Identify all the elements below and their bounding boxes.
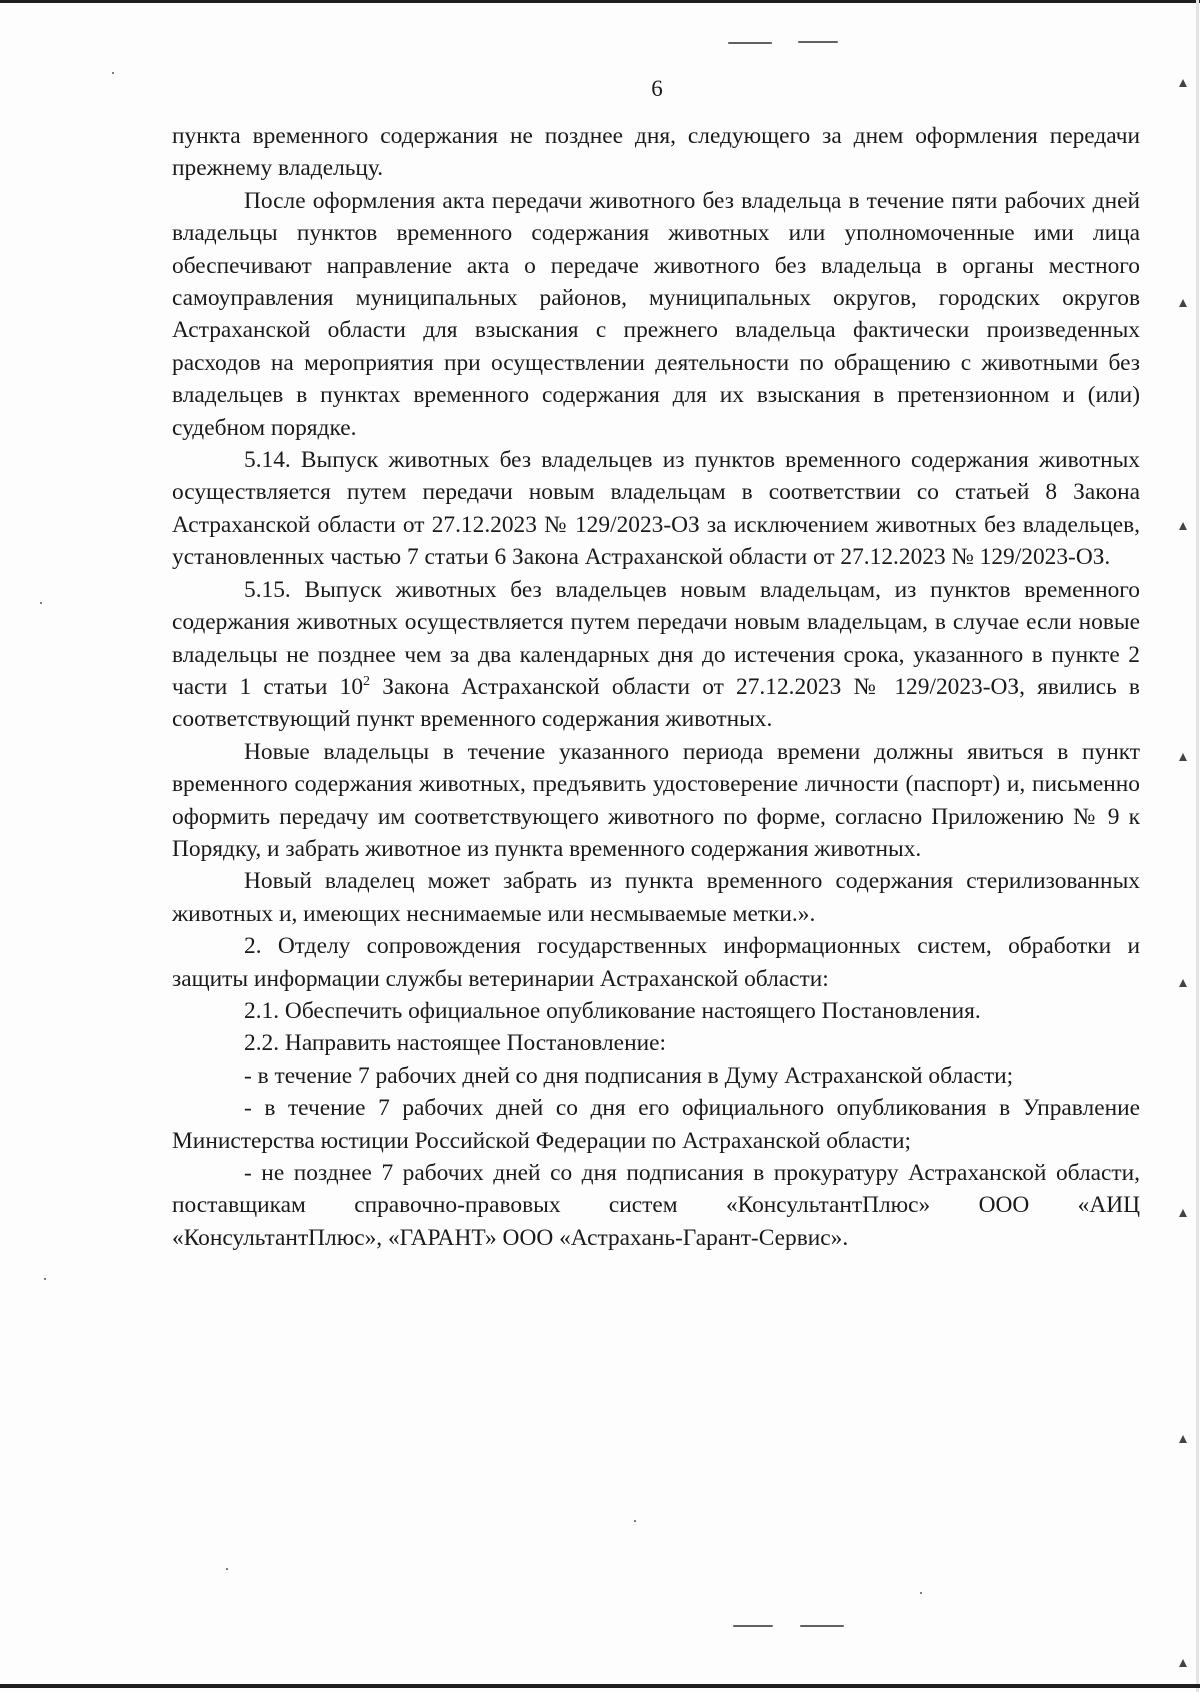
margin-mark-icon — [1178, 298, 1188, 309]
list-item: - не позднее 7 рабочих дней со дня подписания в прокуратуру Астраханской области, поставщикам справочно-правовых систем «КонсультантПлюс» ООО «АИЦ «КонсультантПлюс», «ГАРАНТ» ООО «Астрахань-Гарант-Сервис». — [172, 1160, 1140, 1251]
scan-speck — [44, 1278, 46, 1280]
paragraph-item-5-14: 5.14. Выпуск животных без владельцев из пунктов временного содержания животных осуществляется путем передачи новым владельцам в соответствии со статьей 8 Закона Астраханской области от 27.12.2023 № 129/2023-ОЗ за исключением животных без владельцев, установленных частью 7 статьи 6 Закона Астраханской области от 27.12.2023 № 129/2023-ОЗ. — [172, 447, 1140, 571]
scan-speck — [112, 72, 114, 74]
margin-mark-icon — [1178, 521, 1188, 532]
margin-mark-icon — [1178, 752, 1188, 763]
paragraph: Новый владелец может забрать из пункта временного содержания стерилизованных животных и, имеющих неснимаемые или несмываемые метки.». — [172, 868, 1140, 927]
bottom-scan-edge — [0, 1684, 1200, 1688]
paragraph-text-continued: Закона Астраханской области от 27.12.2023 № 129/2023-ОЗ, явились в соответствующий пункт временного содержания животных. — [172, 673, 1140, 733]
scan-speck — [226, 1568, 228, 1570]
margin-mark-icon — [1178, 1434, 1188, 1445]
paragraph-item-2-2: 2.2. Направить настоящее Постановление: — [244, 1030, 666, 1057]
paragraph-item-2-1: 2.1. Обеспечить официальное опубликование настоящего Постановления. — [244, 997, 981, 1024]
scan-speck — [920, 1592, 922, 1594]
document-body — [172, 120, 1140, 1254]
scan-artifact — [800, 1625, 844, 1627]
right-scan-edge — [1196, 0, 1199, 1692]
scan-artifact — [728, 42, 772, 44]
paragraph-item-2: 2. Отделу сопровождения государственных информационных систем, обработки и защиты информации службы ветеринарии Астраханской области: — [172, 933, 1140, 992]
top-scan-edge — [0, 0, 1200, 3]
scan-speck — [40, 602, 42, 604]
margin-mark-icon — [1178, 1208, 1188, 1219]
margin-mark-icon — [1178, 1658, 1188, 1669]
margin-mark-icon — [1178, 978, 1188, 989]
scan-artifact — [798, 41, 838, 43]
paragraph-text: 5.15. Выпуск животных без владельцев новым владельцам, из пунктов временного содержания животных осуществляется путем передачи новым владельцам, в случае если новые владельцы не позднее чем за два календарных дня до истечения срока, указанного в пункте 2 части 1 статьи 10 — [172, 576, 1140, 700]
paragraph-item-5-15 — [172, 574, 1140, 736]
list-item: - в течение 7 рабочих дней со дня его официального опубликования в Управление Министерства юстиции Российской Федерации по Астраханской области; — [172, 1095, 1140, 1154]
margin-mark-icon — [1178, 78, 1188, 89]
article-superscript: 2 — [363, 673, 371, 689]
paragraph: Новые владельцы в течение указанного периода времени должны явиться в пункт временного содержания животных, предъявить удостоверение личности (паспорт) и, письменно оформить передачу им соответствующего животного по форме, согласно Приложению № 9 к Порядку, и забрать животное из пункта временного содержания животных. — [172, 738, 1140, 862]
page-number: 6 — [651, 76, 663, 101]
paragraph: После оформления акта передачи животного без владельца в течение пяти рабочих дней владельцы пунктов временного содержания животных или уполномоченные ими лица обеспечивают направление акта о передаче животного без владельца в органы местного самоуправления муниципальных районов, муниципальных округов, городских округов Астраханской области для взыскания с прежнего владельца фактически произведенных расходов на мероприятия при осуществлении деятельности по обращению с животными без владельцев в пунктах временного содержания для их взыскания в претензионном и (или) судебном порядке. — [172, 187, 1140, 441]
paragraph: пункта временного содержания не позднее дня, следующего за днем оформления передачи прежнему владельцу. — [172, 123, 1140, 182]
scan-speck — [634, 1520, 636, 1522]
scan-artifact — [733, 1625, 773, 1627]
list-item: - в течение 7 рабочих дней со дня подписания в Думу Астраханской области; — [244, 1062, 1014, 1089]
